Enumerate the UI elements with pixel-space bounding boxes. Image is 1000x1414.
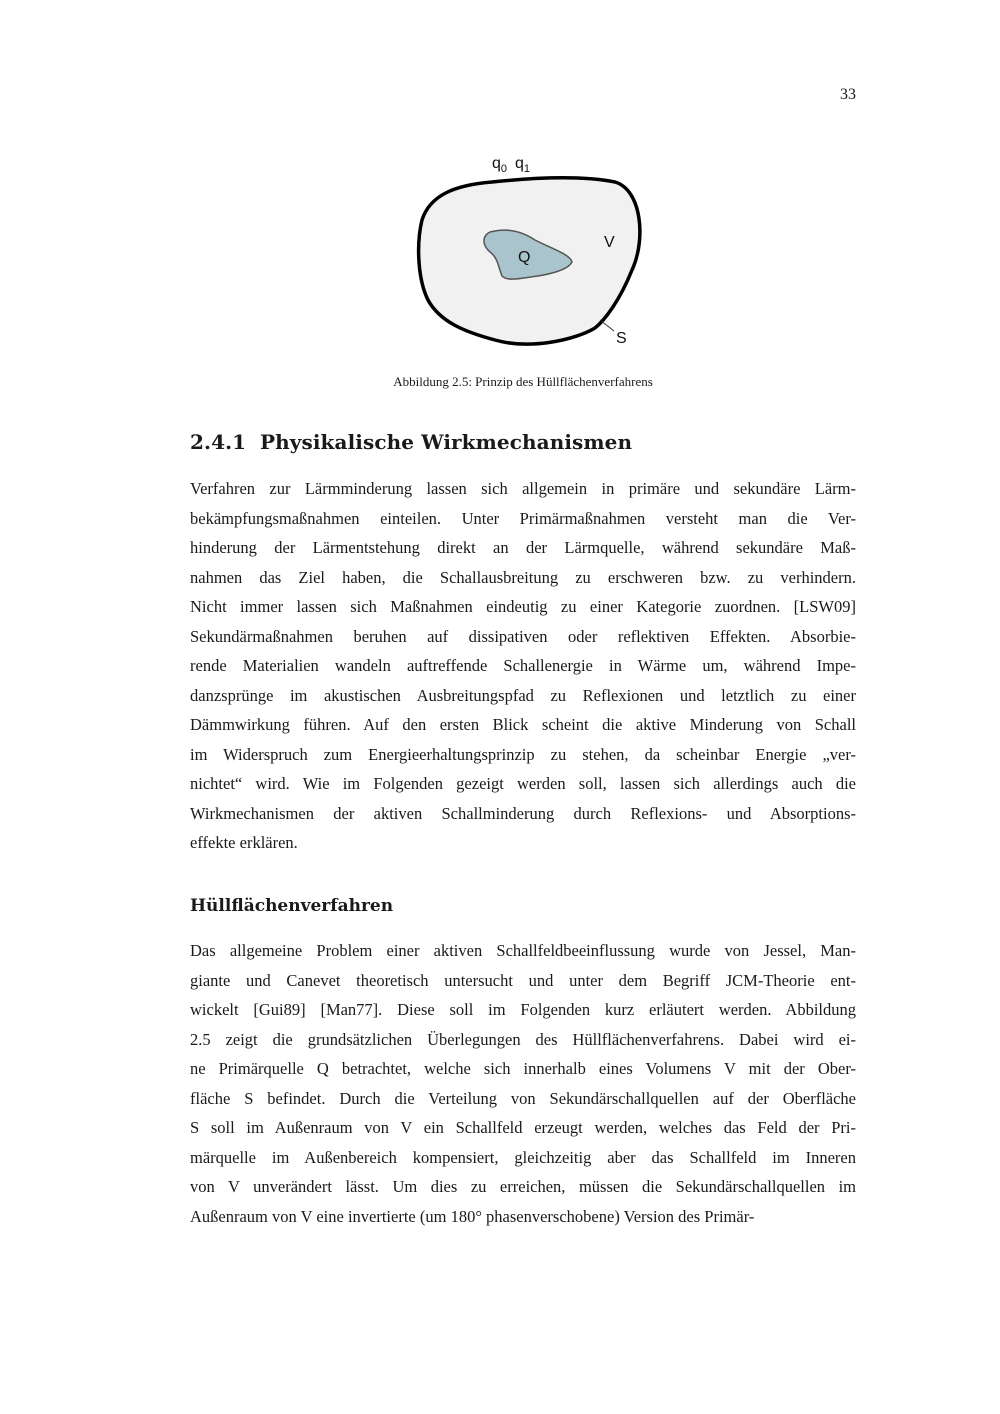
text-line: effekte erklären. — [190, 833, 298, 852]
text-line: ne Primärquelle Q betrachtet, welche sich innerhalb eines Volumens V mit der Ober- — [190, 1059, 856, 1078]
text-line: nichtet“ wird. Wie im Folgenden gezeigt werden soll, lassen sich allerdings auch die — [190, 774, 856, 793]
label-q0: $q_0$ — [492, 155, 508, 175]
text-line: Sekundärmaßnahmen beruhen auf dissipativen oder reflektiven Effekten. Absorbie- — [190, 626, 856, 646]
label-q1: $q_1$ — [515, 155, 531, 175]
text-line: S soll im Außenraum von V ein Schallfeld erzeugt werden, welches das Feld der Pri- — [190, 1118, 856, 1137]
section-title: Physikalische Wirkmechanismen — [260, 430, 633, 454]
paragraph-mechanisms — [190, 474, 856, 858]
text-line: von V unverändert lässt. Um dies zu erreichen, müssen die Sekundärschallquellen im — [190, 1177, 856, 1196]
figure-hull-surface — [410, 150, 650, 355]
subsection-heading: Hüllflächenverfahren — [190, 896, 394, 916]
surface-leader-line — [600, 320, 614, 331]
paragraph-hull-method — [190, 936, 856, 1231]
text-line: im Widerspruch zum Energieerhaltungsprinzip zu stehen, da scheinbar Energie „ver- — [190, 744, 856, 764]
label-source: Q — [518, 249, 531, 266]
text-line: rende Materialien wandeln auftreffende Schallenergie in Wärme um, während Impe- — [190, 656, 856, 675]
section-number: 2.4.1 — [190, 430, 247, 454]
figure-caption: Abbildung 2.5: Prinzip des Hüllflächenverfahrens — [393, 374, 653, 389]
text-line: danzsprünge im akustischen Ausbreitungspfad zu Reflexionen und letztlich zu einer — [190, 685, 856, 705]
text-line: nahmen das Ziel haben, die Schallausbreitung zu erschweren bzw. zu verhindern. — [190, 567, 856, 587]
label-surface: S — [616, 330, 627, 347]
text-line: Wirkmechanismen der aktiven Schallminderung durch Reflexions- und Absorptions- — [190, 803, 856, 823]
text-line: Verfahren zur Lärmminderung lassen sich allgemein in primäre und sekundäre Lärm- — [190, 479, 856, 498]
text-line: giante und Canevet theoretisch untersucht und unter dem Begriff JCM-Theorie ent- — [190, 970, 856, 990]
page-number: 33 — [840, 86, 856, 103]
text-line: bekämpfungsmaßnahmen einteilen. Unter Primärmaßnahmen versteht man die Ver- — [190, 508, 856, 528]
text-line: Das allgemeine Problem einer aktiven Schallfeldbeeinflussung wurde von Jessel, Man- — [190, 941, 856, 960]
section-heading — [190, 430, 632, 454]
text-line: fläche S befindet. Durch die Verteilung von Sekundärschallquellen auf der Oberfläche — [190, 1088, 856, 1108]
figure-diagram — [410, 150, 650, 355]
text-line: hinderung der Lärmentstehung direkt an der Lärmquelle, während sekundäre Maß- — [190, 538, 856, 557]
text-line: märquelle im Außenbereich kompensiert, gleichzeitig aber das Schallfeld im Inneren — [190, 1147, 856, 1167]
text-line: 2.5 zeigt die grundsätzlichen Überlegungen des Hüllflächenverfahrens. Dabei wird ei- — [190, 1029, 856, 1049]
text-line: Außenraum von V eine invertierte (um 180° phasenverschobene) Version des Primär- — [190, 1206, 755, 1226]
text-line: Dämmwirkung führen. Auf den ersten Blick scheint die aktive Minderung von Schall — [190, 715, 856, 734]
label-volume: V — [604, 234, 615, 251]
text-line: wickelt [Gui89] [Man77]. Diese soll im Folgenden kurz erläutert werden. Abbildung — [190, 1000, 856, 1019]
text-line: Nicht immer lassen sich Maßnahmen eindeutig zu einer Kategorie zuordnen. [LSW09] — [190, 597, 856, 616]
